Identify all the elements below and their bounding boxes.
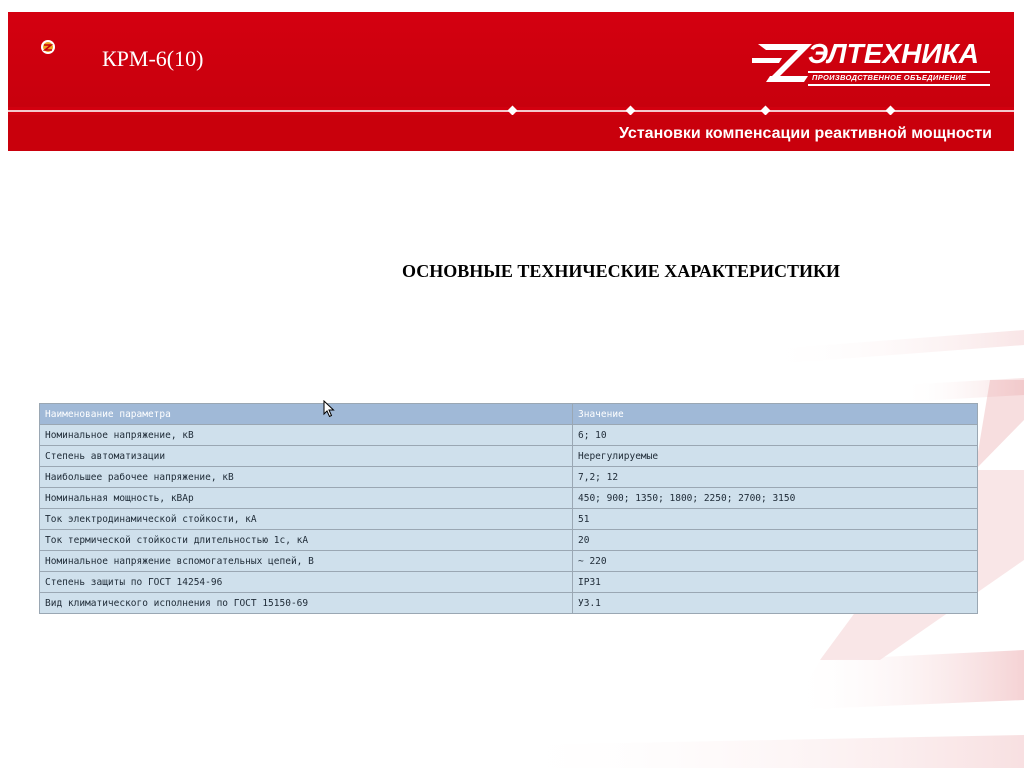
table-row	[40, 425, 978, 446]
mouse-cursor-icon	[323, 400, 335, 418]
column-header-parameter: Наименование параметра	[40, 404, 573, 425]
table-row	[40, 467, 978, 488]
table-row	[40, 530, 978, 551]
parameter-cell: Номинальное напряжение вспомогательных цепей, В	[40, 551, 573, 572]
page-subtitle: Установки компенсации реактивной мощности	[618, 125, 992, 142]
parameter-cell: Наибольшее рабочее напряжение, кВ	[40, 467, 573, 488]
table-row	[40, 509, 978, 530]
parameter-cell: Вид климатического исполнения по ГОСТ 15150-69	[40, 593, 573, 614]
value-cell: 7,2; 12	[573, 467, 978, 488]
column-header-value: Значение	[573, 404, 978, 425]
table-row	[40, 488, 978, 509]
value-cell: Нерегулируемые	[573, 446, 978, 467]
table-row	[40, 572, 978, 593]
table-row	[40, 593, 978, 614]
value-cell: ~ 220	[573, 551, 978, 572]
value-cell: У3.1	[573, 593, 978, 614]
divider-dot	[886, 106, 896, 116]
parameter-cell: Номинальное напряжение, кВ	[40, 425, 573, 446]
parameter-cell: Номинальная мощность, кВАр	[40, 488, 573, 509]
value-cell: 51	[573, 509, 978, 530]
value-cell: 20	[573, 530, 978, 551]
value-cell: IP31	[573, 572, 978, 593]
parameter-cell: Ток электродинамической стойкости, кА	[40, 509, 573, 530]
parameter-cell: Ток термической стойкости длительностью 1с, кА	[40, 530, 573, 551]
divider-dot	[626, 106, 636, 116]
page-title: КРМ-6(10)	[102, 46, 204, 71]
divider-dot	[508, 106, 518, 116]
section-heading: ОСНОВНЫЕ ТЕХНИЧЕСКИЕ ХАРАКТЕРИСТИКИ	[402, 261, 841, 281]
divider-dot	[761, 106, 771, 116]
table-header-row	[40, 404, 978, 425]
table-row	[40, 551, 978, 572]
bullet-logo-icon	[37, 36, 59, 58]
brand-name: ЭЛТЕХНИКА	[808, 38, 979, 69]
value-cell: 6; 10	[573, 425, 978, 446]
value-cell: 450; 900; 1350; 1800; 2250; 2700; 3150	[573, 488, 978, 509]
brand-tagline: ПРОИЗВОДСТВЕННОЕ ОБЪЕДИНЕНИЕ	[812, 73, 967, 82]
table-row	[40, 446, 978, 467]
parameter-cell: Степень автоматизации	[40, 446, 573, 467]
specs-table	[39, 403, 978, 614]
parameter-cell: Степень защиты по ГОСТ 14254-96	[40, 572, 573, 593]
